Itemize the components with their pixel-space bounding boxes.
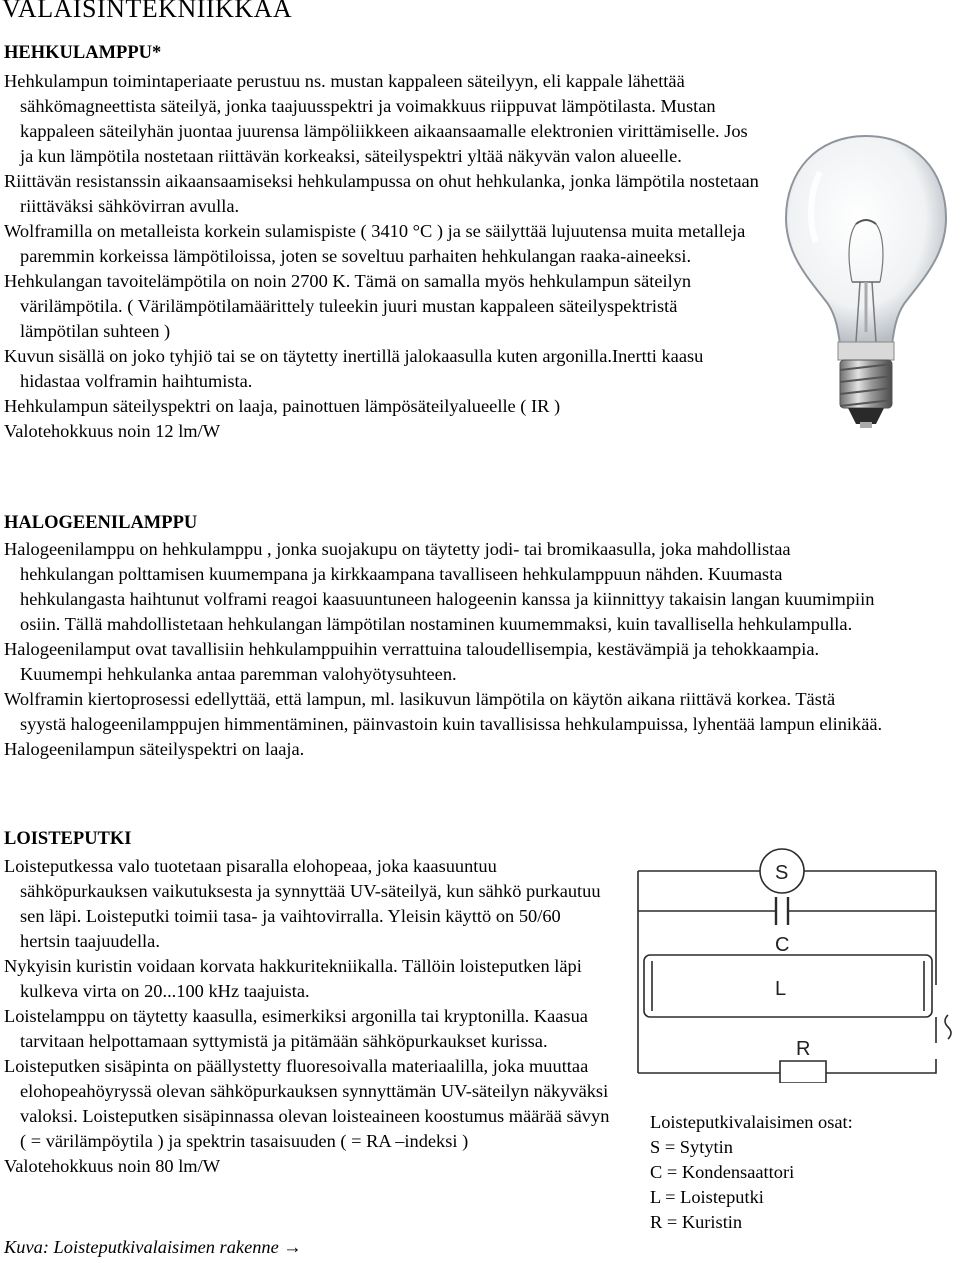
paragraph: Hehkulangan tavoitelämpötila on noin 2700 K. Tämä on samalla myös hehkulampun säteilyn värilämpötila. ( Värilämpötilamäärittely tuleekin juuri mustan kappaleen säteilyspektristä lämpötilan suhteen ) bbox=[4, 271, 692, 341]
section-body-loisteputki bbox=[4, 854, 614, 1179]
circuit-label-s: S bbox=[775, 862, 789, 884]
ac-source-symbol bbox=[945, 1015, 951, 1039]
paragraph: Valotehokkuus noin 80 lm/W bbox=[4, 1156, 221, 1176]
paragraph: Hehkulampun säteilyspektri on laaja, painottuen lämpösäteilyalueelle ( IR ) bbox=[4, 396, 561, 416]
circuit-legend bbox=[650, 1110, 853, 1235]
section-heading-halogeenilamppu: HALOGEENILAMPPU bbox=[4, 513, 198, 533]
paragraph: Loisteputkessa valo tuotetaan pisaralla elohopeaa, joka kaasuuntuu sähköpurkauksen vaikutuksesta ja synnyttää UV-säteilyä, kun sähkö purkautuu sen läpi. Loisteputki toimii tasa- ja vaihtovirralla. Yleisin käyttö on 50/60 hertsin taajuudella. bbox=[4, 856, 601, 951]
legend-item: S = Sytytin bbox=[650, 1137, 733, 1157]
legend-item: R = Kuristin bbox=[650, 1212, 743, 1232]
paragraph: Kuvun sisällä on joko tyhjiö tai se on täytetty inertillä jalokaasulla kuten argonilla.Inertti kaasu hidastaa volframin haihtumista. bbox=[4, 346, 704, 391]
paragraph: Nykyisin kuristin voidaan korvata hakkuritekniikalla. Tällöin loisteputken läpi kulkeva virta on 20...100 kHz taajuista. bbox=[4, 956, 582, 1001]
ballast-symbol bbox=[780, 1061, 826, 1083]
figure-caption: Kuva: Loisteputkivalaisimen rakenne → bbox=[4, 1237, 302, 1257]
tube-symbol bbox=[644, 955, 932, 1017]
circuit-label-r: R bbox=[796, 1038, 811, 1060]
legend-title: Loisteputkivalaisimen osat: bbox=[650, 1112, 853, 1132]
circuit-label-c: C bbox=[775, 934, 790, 956]
paragraph: Hehkulampun toimintaperiaate perustuu ns. mustan kappaleen säteilyyn, eli kappale lähettää sähkömagneettista säteilyä, jonka taajuusspektri ja voimakkuus riippuvat lämpötilasta. Mustan kappaleen säteilyhän juontaa juurensa lämpöliikkeen aikaansaamalle elektronien virittämiselle. Jos ja kun lämpötila nostetaan riittävän korkeaksi, säteilyspektri yltää näkyvän valon alueelle. bbox=[4, 71, 748, 166]
legend-item: L = Loisteputki bbox=[650, 1187, 764, 1207]
capacitor-symbol bbox=[776, 897, 788, 925]
light-bulb-image bbox=[780, 132, 952, 432]
legend-item: C = Kondensaattori bbox=[650, 1162, 795, 1182]
paragraph: Loistelamppu on täytetty kaasulla, esimerkiksi argonilla tai kryptonilla. Kaasua tarvitaan helpottamaan syttymistä ja pitämään sähköpurkaukset kurissa. bbox=[4, 1006, 588, 1051]
section-body-halogeenilamppu bbox=[4, 537, 884, 762]
paragraph: Loisteputken sisäpinta on päällystetty fluoresoivalla materiaalilla, joka muuttaa elohopeahöyryssä olevan sähköpurkauksen synnyttämän UV-säteilyn näkyväksi valoksi. Loisteputken sisäpinnassa olevan loisteaineen koostumus määrää sävyn ( = värilämpöytila ) ja spektrin tasaisuuden ( = RA –indeksi ) bbox=[4, 1056, 610, 1151]
section-heading-hehkulamppu: HEHKULAMPPU* bbox=[4, 43, 162, 63]
page-title: VALAISINTEKNIIKKAA bbox=[2, 0, 293, 23]
paragraph: Halogeenilamppu on hehkulamppu , jonka suojakupu on täytetty jodi- tai bromikaasulla, joka mahdollistaa hehkulangan polttamisen kuumempana ja kirkkaampana tavalliseen hehkulamppuun nähden. Kuumasta hehkulangasta haihtunut volframi reagoi kaasuuntuneen halogeenin kanssa ja kiinnittyy takaisin langan kuumimpiin osiin. Tällä mahdollistetaan hehkulangan lämpötilan nostaminen kuumemmaksi, kuin tavallisella hehkulampulla. bbox=[4, 539, 875, 634]
paragraph: Wolframilla on metalleista korkein sulamispiste ( 3410 °C ) ja se säilyttää lujuutensa muita metalleja paremmin korkeissa lämpötiloissa, joten se soveltuu parhaiten hehkulangan raaka-aineeksi. bbox=[4, 221, 746, 266]
paragraph: Riittävän resistanssin aikaansaamiseksi hehkulampussa on ohut hehkulanka, jonka lämpötila nostetaan riittäväksi sähkövirran avulla. bbox=[4, 171, 759, 216]
section-body-hehkulamppu bbox=[4, 69, 759, 444]
paragraph: Halogeenilampun säteilyspektri on laaja. bbox=[4, 739, 305, 759]
section-heading-loisteputki: LOISTEPUTKI bbox=[4, 829, 132, 849]
paragraph: Wolframin kiertoprosessi edellyttää, että lampun, ml. lasikuvun lämpötila on käytön aikana riittävä korkea. Tästä syystä halogeenilamppujen himmentäminen, päinvastoin kuin tavallisissa hehkulampuissa, lyhentää lampun elinikää. bbox=[4, 689, 883, 734]
circuit-label-l: L bbox=[775, 978, 787, 1000]
fluorescent-circuit-diagram bbox=[630, 843, 958, 1083]
paragraph: Valotehokkuus noin 12 lm/W bbox=[4, 421, 221, 441]
paragraph: Halogeenilamput ovat tavallisiin hehkulamppuihin verrattuina taloudellisempia, kestävämpiä ja tehokkaampia. Kuumempi hehkulanka antaa paremman valohyötysuhteen. bbox=[4, 639, 820, 684]
